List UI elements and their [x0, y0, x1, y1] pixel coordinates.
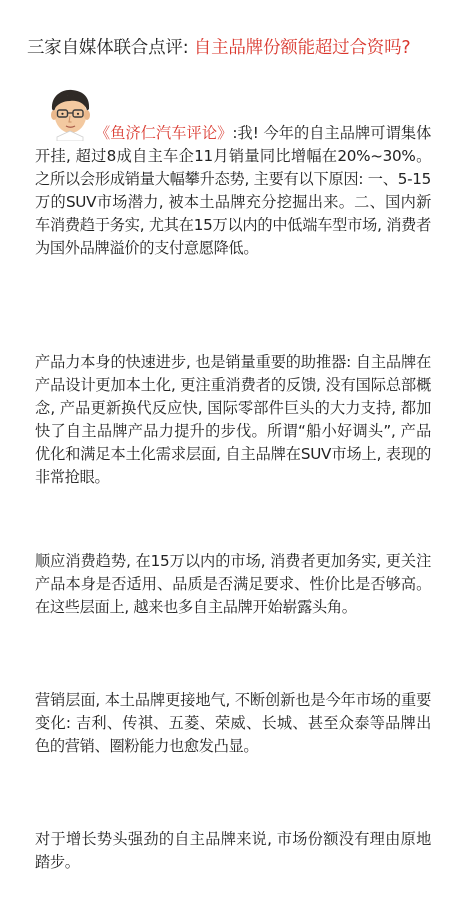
title-prefix: 三家自媒体联合点评:: [27, 38, 194, 58]
author-name-link[interactable]: 《鱼济仁汽车评论》: [95, 124, 233, 142]
paragraph-conclusion: 对于增长势头强劲的自主品牌来说, 市场份额没有理由原地踏步。: [35, 830, 431, 871]
article-title: [27, 36, 447, 60]
paragraph-intro: [35, 122, 431, 260]
title-highlight: 自主品牌份额能超过合资吗?: [193, 38, 411, 58]
paragraph-product: 产品力本身的快速进步, 也是销量重要的助推器: 自主品牌在产品设计更加本土化, 更注重消费者的反馈, 没有国际总部概念, 产品更新换代反应快, 国际零部件巨头的大力支持, 都加快了自主品牌产品力提升的步伐。所谓“船小好调头”, 产品优化和满足本土化需求层面, 自主品牌在SUV市场上, 表现的非常抢眼。: [35, 353, 431, 486]
paragraph-marketing: 营销层面, 本土品牌更接地气, 不断创新也是今年市场的重要变化: 吉利、传祺、五菱、荣威、长城、甚至众泰等品牌出色的营销、圈粉能力也愈发凸显。: [35, 691, 431, 755]
paragraph-intro-text: :我! 今年的自主品牌可谓集体开挂, 超过8成自主车企11月销量同比增幅在20%~30%。之所以会形成销量大幅攀升态势, 主要有以下原因: 一、5-15万的SUV市场潜力, 被本土品牌充分挖掘出来。二、国内新车消费趋于务实, 尤其在15万以内的中低端车型市场, 消费者为国外品牌溢价的支付意愿降低。: [35, 124, 431, 257]
paragraph-consumer-trend: 顺应消费趋势, 在15万以内的市场, 消费者更加务实, 更关注产品本身是否适用、品质是否满足要求、性价比是否够高。在这些层面上, 越来也多自主品牌开始崭露头角。: [35, 552, 431, 616]
